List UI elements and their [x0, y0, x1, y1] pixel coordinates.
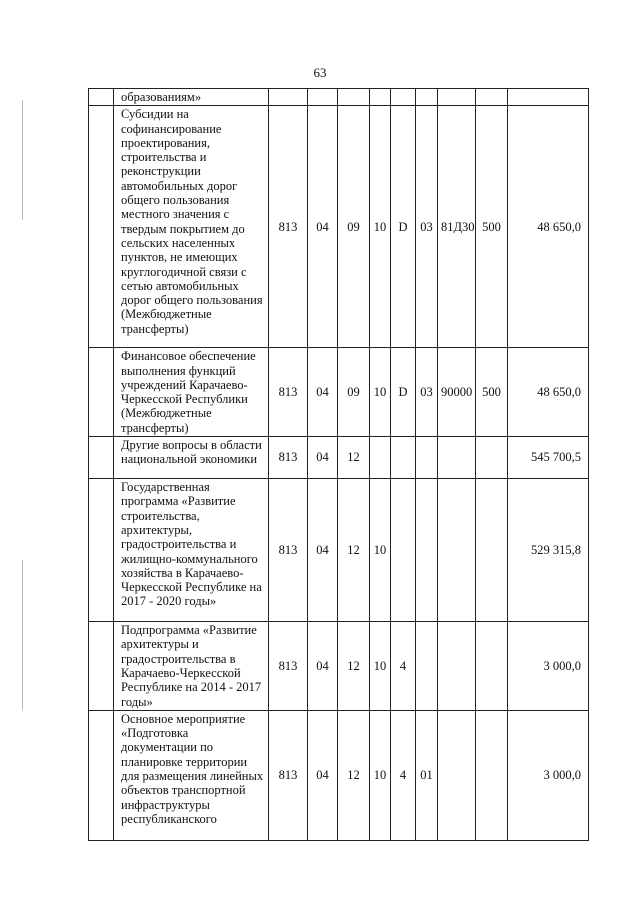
- scan-edge-mark: [22, 560, 23, 710]
- section-cell: [308, 89, 338, 106]
- program-cell: 10: [370, 106, 391, 348]
- table-row: [89, 622, 589, 711]
- expense-type-cell: [476, 437, 508, 479]
- sum-cell: 48 650,0: [508, 106, 589, 348]
- gutter-cell: [89, 106, 114, 348]
- ministry-code-cell: 813: [269, 106, 308, 348]
- ministry-code-cell: 813: [269, 622, 308, 711]
- program-cell: [370, 437, 391, 479]
- subprogram-cell: [391, 89, 416, 106]
- table-row: [89, 89, 589, 106]
- activity-cell: 03: [416, 106, 438, 348]
- expense-type-cell: 500: [476, 106, 508, 348]
- section-cell: 04: [308, 479, 338, 622]
- section-cell: 04: [308, 348, 338, 437]
- page-number: 63: [313, 65, 327, 80]
- table-row: [89, 479, 589, 622]
- sum-cell: [508, 89, 589, 106]
- subprogram-cell: 4: [391, 622, 416, 711]
- scan-edge-mark: [22, 100, 23, 220]
- subsection-cell: 09: [338, 106, 370, 348]
- expense-type-cell: [476, 622, 508, 711]
- row-name-cell: Финансовое обеспечение выполнения функций учреждений Карачаево-Черкесской Республики (Межбюджетные трансферты): [114, 348, 269, 437]
- row-name-cell: образованиям»: [114, 89, 269, 106]
- expense-type-cell: [476, 710, 508, 840]
- expense-type-cell: [476, 89, 508, 106]
- direction-cell: 81Д30: [438, 106, 476, 348]
- sum-cell: 529 315,8: [508, 479, 589, 622]
- budget-table: [88, 88, 589, 841]
- row-name-cell: Основное мероприятие «Подготовка документации по планировке территории для размещения линейных объектов транспортной инфраструктуры республиканского: [114, 710, 269, 840]
- sum-cell: 545 700,5: [508, 437, 589, 479]
- subprogram-cell: 4: [391, 710, 416, 840]
- expense-type-cell: [476, 479, 508, 622]
- row-name-cell: Другие вопросы в области национальной экономики: [114, 437, 269, 479]
- row-name-cell: Субсидии на софинансирование проектирования, строительства и реконструкции автомобильных дорог общего пользования местного значения с твердым покрытием до сельских населенных пунктов, не имеющих круглогодичной связи с сетью автомобильных дорог общего пользования (Межбюджетные трансферты): [114, 106, 269, 348]
- activity-cell: [416, 622, 438, 711]
- program-cell: 10: [370, 479, 391, 622]
- table-row: [89, 348, 589, 437]
- direction-cell: [438, 710, 476, 840]
- program-cell: [370, 89, 391, 106]
- activity-cell: 01: [416, 710, 438, 840]
- subsection-cell: 09: [338, 348, 370, 437]
- gutter-cell: [89, 89, 114, 106]
- subsection-cell: 12: [338, 479, 370, 622]
- gutter-cell: [89, 710, 114, 840]
- subsection-cell: [338, 89, 370, 106]
- direction-cell: [438, 479, 476, 622]
- ministry-code-cell: 813: [269, 437, 308, 479]
- ministry-code-cell: [269, 89, 308, 106]
- subsection-cell: 12: [338, 437, 370, 479]
- sum-cell: 3 000,0: [508, 622, 589, 711]
- direction-cell: [438, 89, 476, 106]
- expense-type-cell: 500: [476, 348, 508, 437]
- subprogram-cell: [391, 479, 416, 622]
- subprogram-cell: [391, 437, 416, 479]
- table-row: [89, 106, 589, 348]
- section-cell: 04: [308, 106, 338, 348]
- subprogram-cell: D: [391, 348, 416, 437]
- row-name-cell: Подпрограмма «Развитие архитектуры и градостроительства в Карачаево-Черкесской Республике на 2014 - 2017 годы»: [114, 622, 269, 711]
- direction-cell: [438, 437, 476, 479]
- section-cell: 04: [308, 622, 338, 711]
- section-cell: 04: [308, 710, 338, 840]
- section-cell: 04: [308, 437, 338, 479]
- row-name-cell: Государственная программа «Развитие строительства, архитектуры, градостроительства и жилищно-коммунального хозяйства в Карачаево-Черкесской Республике на 2017 - 2020 годы»: [114, 479, 269, 622]
- sum-cell: 48 650,0: [508, 348, 589, 437]
- activity-cell: [416, 89, 438, 106]
- program-cell: 10: [370, 622, 391, 711]
- table-row: [89, 710, 589, 840]
- subprogram-cell: D: [391, 106, 416, 348]
- program-cell: 10: [370, 348, 391, 437]
- activity-cell: 03: [416, 348, 438, 437]
- direction-cell: [438, 622, 476, 711]
- table-row: [89, 437, 589, 479]
- program-cell: 10: [370, 710, 391, 840]
- gutter-cell: [89, 622, 114, 711]
- activity-cell: [416, 479, 438, 622]
- ministry-code-cell: 813: [269, 479, 308, 622]
- gutter-cell: [89, 437, 114, 479]
- gutter-cell: [89, 348, 114, 437]
- direction-cell: 90000: [438, 348, 476, 437]
- subsection-cell: 12: [338, 622, 370, 711]
- activity-cell: [416, 437, 438, 479]
- subsection-cell: 12: [338, 710, 370, 840]
- gutter-cell: [89, 479, 114, 622]
- ministry-code-cell: 813: [269, 710, 308, 840]
- sum-cell: 3 000,0: [508, 710, 589, 840]
- ministry-code-cell: 813: [269, 348, 308, 437]
